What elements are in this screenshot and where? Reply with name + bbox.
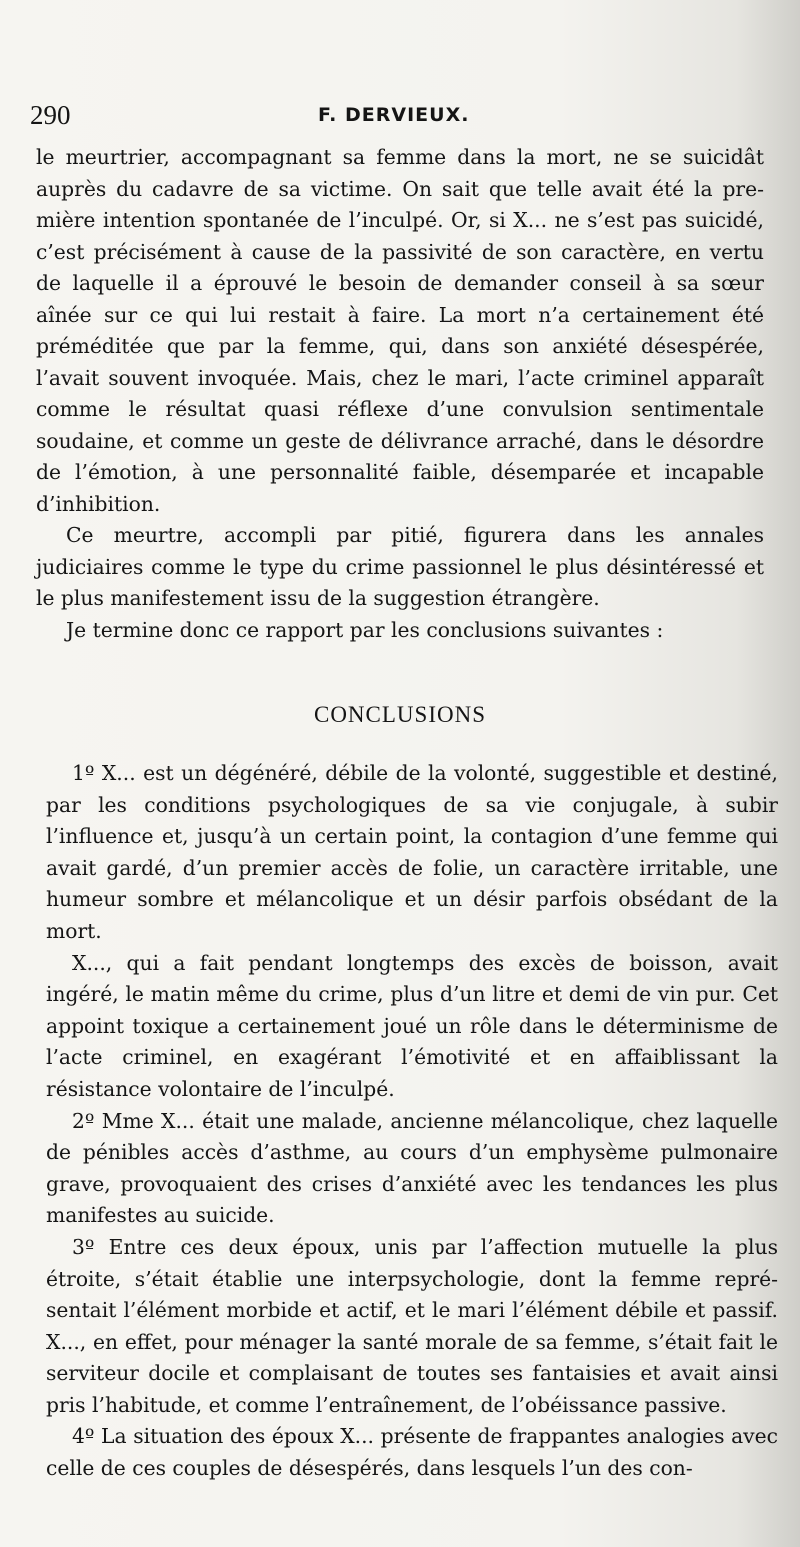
paragraph-transition: Je termine donc ce rapport par les conclusions suivantes :: [66, 617, 664, 642]
page-number: 290: [30, 100, 71, 130]
conclusions-heading: CONCLUSIONS: [313, 702, 487, 727]
main-text: [36, 142, 764, 646]
conclusion-item-2: 2º Mme X... était une malade, ancienne mélancolique, chez laquelle de pénibles accès d’asthme, au cours d’un emphysème pulmonaire grave, provoquaient des crises d’anxiété avec les tendances les plus manifestes au suicide.: [46, 1108, 778, 1228]
paragraph-continuation: le meurtrier, accompagnant sa femme dans la mort, ne se suicidât auprès du cadavre de sa victime. On sait que telle avait été la première intention spontanée de l’inculpé. Or, si X... ne s’est pas suicidé, c’est précisément à cause de la passivité de son caractère, en vertu de laquelle il a éprouvé le besoin de demander conseil à sa sœur aînée sur ce qui lui restait à faire. La mort n’a certainement été préméditée que par la femme, qui, dans son anxiété désespérée, l’avait souvent invoquée. Mais, chez le mari, l’acte criminel apparaît comme le résultat quasi réflexe d’une convulsion sentimentale soudaine, et comme un geste de délivrance arraché, dans le désordre de l’émotion, à une personnalité faible, désemparée et incapable d’inhibition.: [36, 145, 764, 516]
conclusions-list: [46, 758, 778, 1485]
running-head: F. DERVIEUX.: [318, 104, 470, 126]
conclusion-item-1-cont: X..., qui a fait pendant longtemps des excès de boisson, avait ingéré, le matin même du crime, plus d’un litre et demi de vin pur. Cet appoint toxique a certainement joué un rôle dans le déterminisme de l’acte criminel, en exagérant l’émotivité et en affaiblissant la résistance volontaire de l’inculpé.: [46, 950, 778, 1101]
conclusion-item-1: 1º X... est un dégénéré, débile de la volonté, suggestible et destiné, par les conditions psychologiques de sa vie conjugale, à subir l’influence et, jusqu’à un certain point, la contagion d’une femme qui avait gardé, d’un premier accès de folie, un caractère irritable, une humeur sombre et mélancolique et un désir parfois obsédant de la mort.: [46, 761, 778, 943]
conclusion-item-4: 4º La situation des époux X... présente de frappantes analogies avec celle de ces couples de désespérés, dans lesquels l’un des con-: [46, 1424, 778, 1481]
conclusion-item-3: 3º Entre ces deux époux, unis par l’affection mutuelle la plus étroite, s’était établie une interpsychologie, dont la femme représentait l’élément morbide et actif, et le mari l’élément débile et passif. X..., en effet, pour ménager la santé morale de sa femme, s’était fait le serviteur docile et complaisant de toutes ses fantaisies et avait ainsi pris l’habitude, et comme l’entraînement, de l’obéissance passive.: [46, 1234, 778, 1417]
paragraph-meurtre: Ce meurtre, accompli par pitié, figurera dans les annales judiciaires comme le type du crime passionnel le plus désintéressé et le plus manifestement issu de la suggestion étrangère.: [36, 523, 764, 610]
